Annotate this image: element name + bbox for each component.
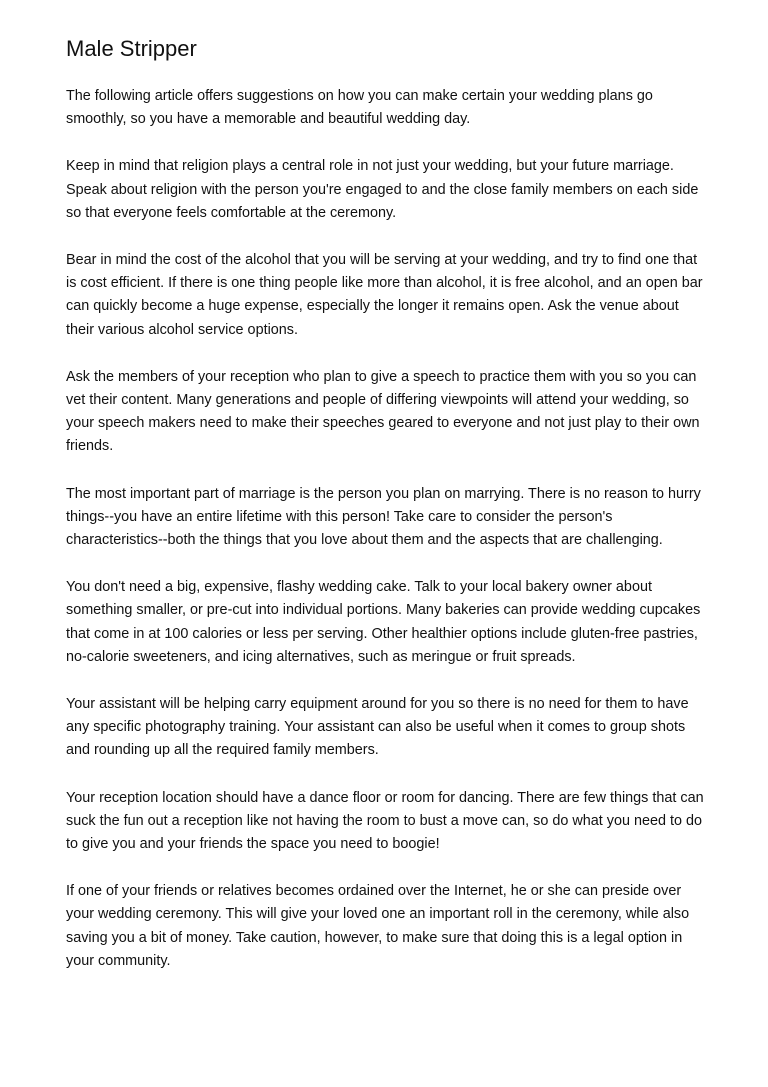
paragraph: The following article offers suggestions on how you can make certain your wedding plans go smoothly, so you have a memorable and beautiful wedding day. <box>66 88 653 128</box>
paragraph: The most important part of marriage is the person you plan on marrying. There is no reason to hurry things--you have an entire lifetime with this person! Take care to consider the person's characteristics--both the things that you love about them and the aspects that are challenging. <box>66 485 701 549</box>
paragraph: If one of your friends or relatives becomes ordained over the Internet, he or she can preside over your wedding ceremony. This will give your loved one an important roll in the ceremony, while also saving you a bit of money. Take caution, however, to make sure that doing this is a legal option in your community. <box>66 883 690 969</box>
paragraph: Ask the members of your reception who plan to give a speech to practice them with you so you can vet their content. Many generations and people of differing viewpoints will attend your wedding, so your speech makers need to make their speeches geared to everyone and not just play to their own friends. <box>66 368 700 455</box>
paragraph: Your assistant will be helping carry equipment around for you so there is no need for them to have any specific photography training. Your assistant can also be useful when it comes to group shots and rounding up all the required family members. <box>66 696 689 759</box>
paragraph: Bear in mind the cost of the alcohol that you will be serving at your wedding, and try to find one that is cost efficient. If there is one thing people like more than alcohol, it is free alcohol, and an open bar can quickly become a huge expense, especially the longer it remains open. Ask the venue about their various alcohol service options. <box>66 252 703 338</box>
paragraph: You don't need a big, expensive, flashy wedding cake. Talk to your local bakery owner about something smaller, or pre-cut into individual portions. Many bakeries can provide wedding cupcakes that come in at 100 calories or less per serving. Other healthier options include gluten-free pastries, no-calorie sweeteners, and icing alternatives, such as meringue or fruit spreads. <box>66 579 701 665</box>
document-page <box>66 33 706 997</box>
paragraph: Your reception location should have a dance floor or room for dancing. There are few things that can suck the fun out a reception like not having the room to bust a move can, so do what you need to do to give you and your friends the space you need to boogie! <box>66 789 704 853</box>
paragraph: Keep in mind that religion plays a central role in not just your wedding, but your future marriage. Speak about religion with the person you're engaged to and the close family members on each side so that everyone feels comfortable at the ceremony. <box>66 158 699 221</box>
page-title: Male Stripper <box>66 36 197 61</box>
